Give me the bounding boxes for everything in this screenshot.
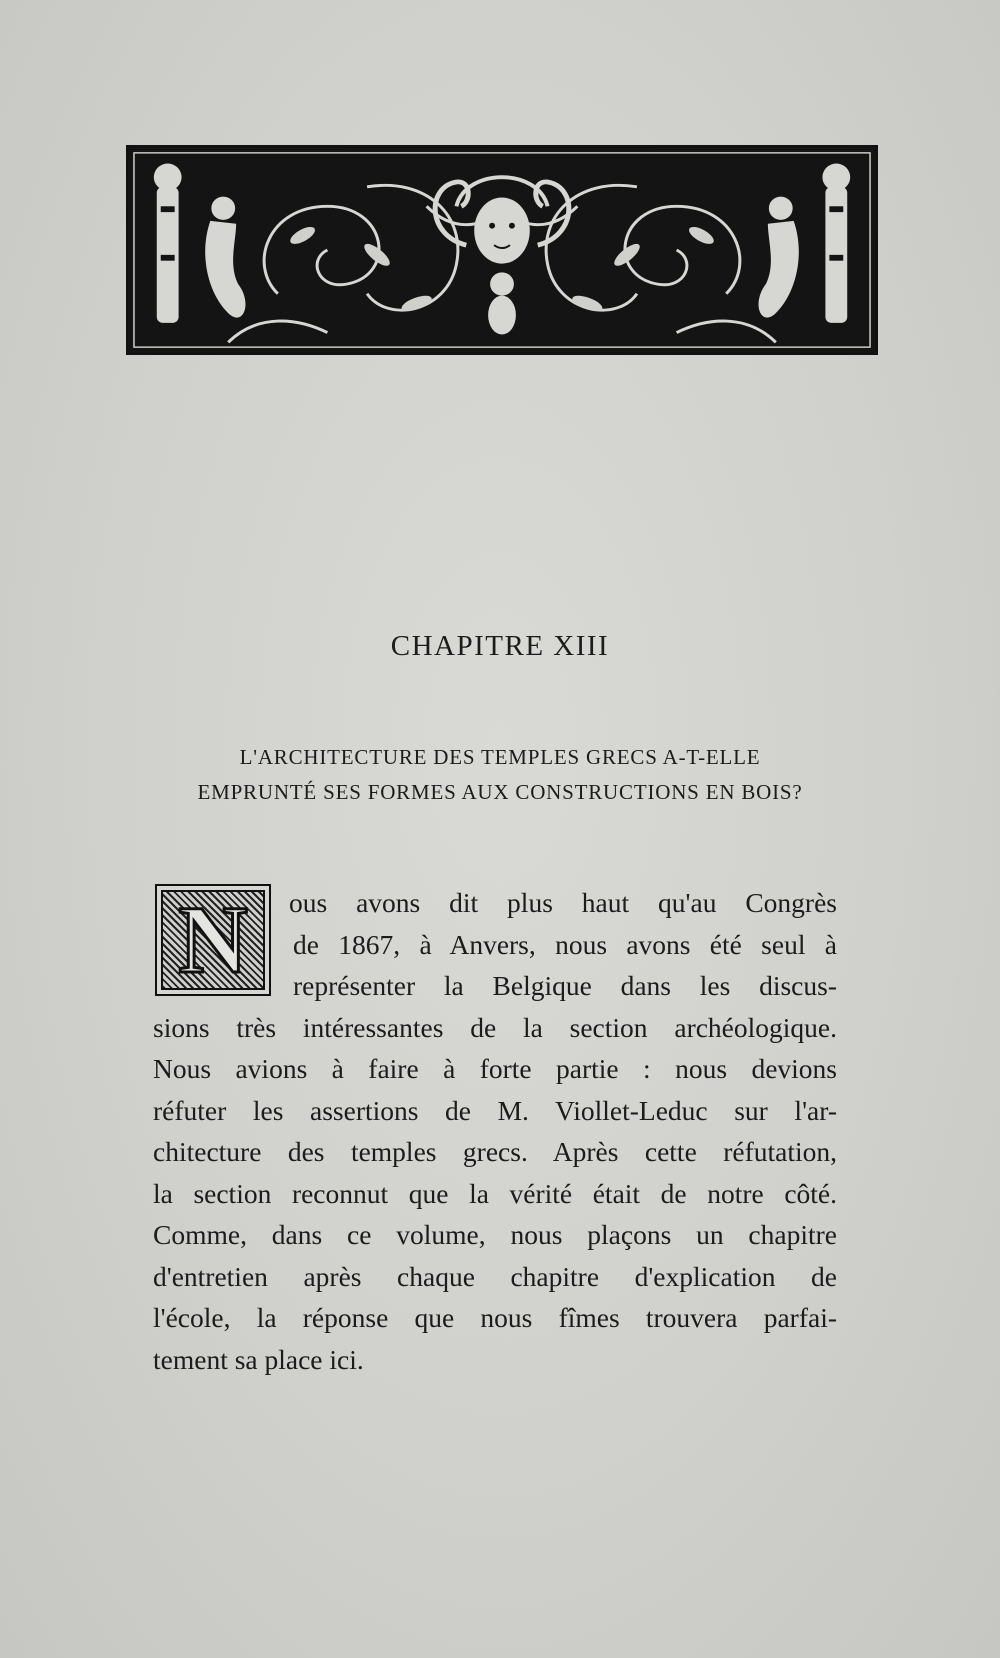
text-line: la section reconnut que la vérité était de notre côté. — [153, 1177, 837, 1209]
text-line: d'entretien après chaque chapitre d'explication de — [153, 1260, 837, 1292]
text-line: ous avons dit plus haut qu'au Congrès — [289, 887, 837, 918]
text-line: réfuter les assertions de M. Viollet-Leduc sur l'ar- — [153, 1094, 837, 1126]
text-line: tement sa place ici. — [153, 1343, 364, 1375]
text-line: de 1867, à Anvers, nous avons été seul à — [293, 928, 837, 960]
text-line: l'école, la réponse que nous fîmes trouvera parfai- — [153, 1302, 837, 1333]
chapter-subtitle — [140, 740, 860, 810]
body-paragraph — [153, 882, 837, 1380]
ornament-illustration — [129, 148, 875, 352]
subtitle-line: EMPRUNTÉ SES FORMES AUX CONSTRUCTIONS EN BOIS? — [197, 780, 803, 804]
text-line: Nous avions à faire à forte partie : nous devions — [153, 1053, 837, 1084]
subtitle-line: L'ARCHITECTURE DES TEMPLES GRECS A-T-ELLE — [239, 745, 761, 769]
text-line: sions très intéressantes de la section archéologique. — [153, 1011, 837, 1043]
text-line: chitecture des temples grecs. Après cette réfutation, — [153, 1136, 837, 1167]
text-line: Comme, dans ce volume, nous plaçons un chapitre — [153, 1219, 837, 1250]
chapter-title: CHAPITRE XIII — [390, 630, 610, 662]
dropcap-letter: N — [178, 886, 248, 993]
text-line: représenter la Belgique dans les discus- — [293, 970, 837, 1001]
ornamental-banner — [126, 145, 878, 355]
